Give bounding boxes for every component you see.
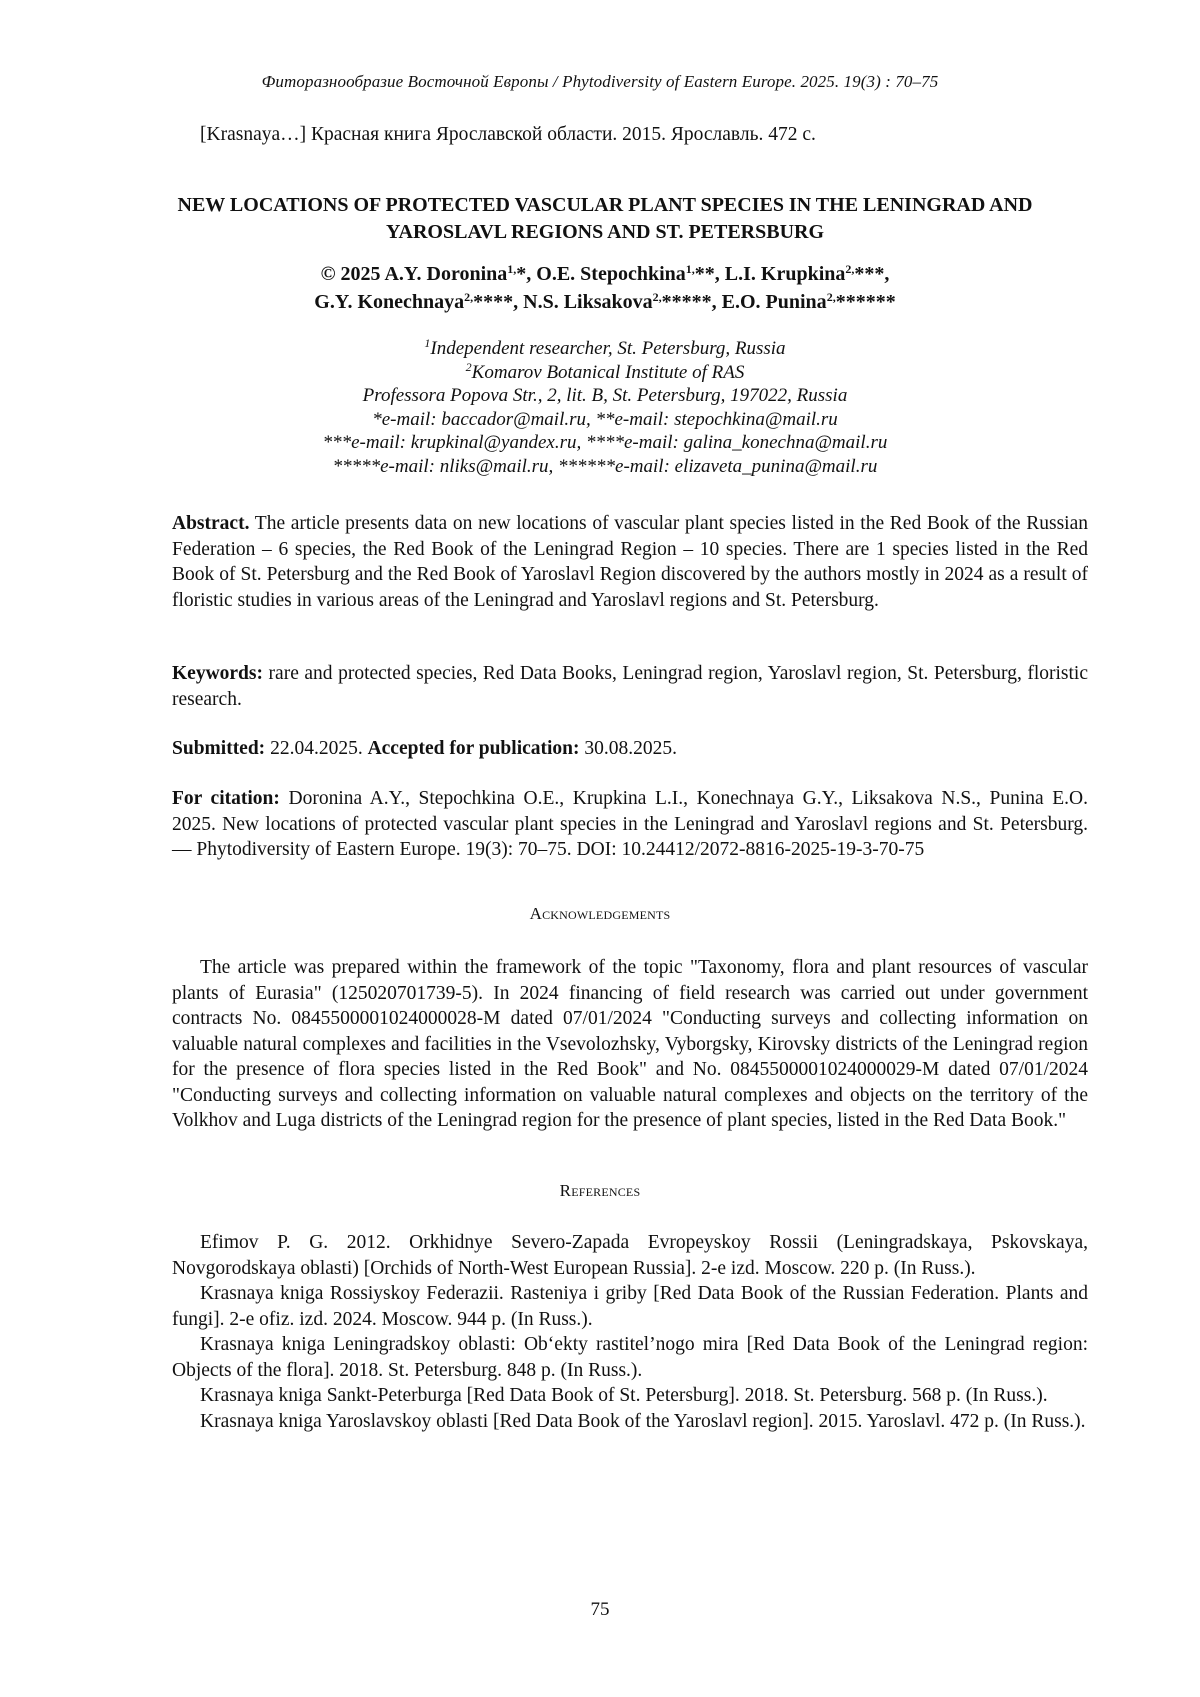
publication-dates (172, 736, 1088, 762)
author-list (160, 260, 1050, 316)
affiliation-2 (160, 361, 1050, 385)
citation-label: For citation: (172, 788, 280, 809)
accepted-date: 30.08.2025. (584, 738, 677, 759)
author-affil-sup: 2, (845, 262, 854, 276)
abstract (172, 511, 1088, 613)
keywords-label: Keywords: (172, 663, 263, 684)
page-number: 75 (0, 1599, 1200, 1621)
author-separator: , (884, 263, 889, 285)
author-mark: *** (854, 263, 884, 285)
acknowledgements-heading: Acknowledgements (0, 904, 1200, 924)
submitted-label: Submitted: (172, 738, 265, 759)
email-line: *e-mail: baccador@mail.ru, **e-mail: stepochkina@mail.ru (160, 408, 1050, 432)
affiliation-1 (160, 337, 1050, 361)
author-mark: **** (473, 291, 513, 313)
previous-reference-line: [Krasnaya…] Красная книга Ярославской области. 2015. Ярославль. 472 с. (200, 124, 816, 146)
email-line: ***e-mail: krupkinal@yandex.ru, ****e-mail: galina_konechna@mail.ru (160, 431, 1050, 455)
citation-text: Doronina A.Y., Stepochkina O.E., Krupkina L.I., Konechnaya G.Y., Liksakova N.S., Punina E.O. 2025. New locations of protected vascular plant species in the Leningrad and Yaroslavl regions and St. Petersburg. — Phytodiversity of Eastern Europe. 19(3): 70–75. DOI: 10.24412/2072-8816-2025-19-3-70-75 (172, 788, 1088, 860)
author-line-1 (160, 260, 1050, 288)
institute-address: Professora Popova Str., 2, lit. B, St. Petersburg, 197022, Russia (160, 384, 1050, 408)
affiliation-text: Komarov Botanical Institute of RAS (472, 362, 745, 383)
author-separator: , (513, 291, 523, 313)
author-separator: , (715, 263, 725, 285)
author: G.Y. Konechnaya (314, 291, 464, 313)
reference-item: Krasnaya kniga Leningradskoy oblasti: Ob‘ekty rastitel’nogo mira [Red Data Book of the Leningrad region: Objects of the flora]. 2018. St. Petersburg. 848 p. (In Russ.). (172, 1332, 1088, 1383)
affiliations (160, 337, 1050, 478)
abstract-label: Abstract. (172, 513, 249, 534)
article-title: NEW LOCATIONS OF PROTECTED VASCULAR PLANT SPECIES IN THE LENINGRAD AND YAROSLAVL REGIONS AND ST. PETERSBURG (160, 192, 1050, 246)
journal-page (0, 0, 1200, 1697)
email-line: *****e-mail: nliks@mail.ru, ******e-mail: elizaveta_punina@mail.ru (160, 455, 1050, 479)
accepted-label: Accepted for publication: (368, 738, 580, 759)
keywords (172, 661, 1088, 712)
abstract-text: The article presents data on new locations of vascular plant species listed in the Red Book of the Russian Federation – 6 species, the Red Book of the Leningrad Region – 10 species. There are 1 species listed in the Red Book of St. Petersburg and the Red Book of Yaroslavl Region discovered by the authors mostly in 2024 as a result of floristic studies in various areas of the Leningrad and Yaroslavl regions and St. Petersburg. (172, 513, 1088, 611)
author-affil-sup: 1, (507, 262, 516, 276)
author-affil-sup: 2, (464, 290, 473, 304)
reference-item: Efimov P. G. 2012. Orkhidnye Severo-Zapada Evropeyskoy Rossii (Leningradskaya, Pskovskaya, Novgorodskaya oblasti) [Orchids of North-West European Russia]. 2-e izd. Moscow. 220 p. (In Russ.). (172, 1230, 1088, 1281)
author: E.O. Punina (722, 291, 827, 313)
keywords-text: rare and protected species, Red Data Books, Leningrad region, Yaroslavl region, St. Petersburg, floristic research. (172, 663, 1088, 710)
author-mark: * (516, 263, 526, 285)
affiliation-number: 1 (424, 336, 430, 350)
copyright-notice: © 2025 (321, 263, 381, 285)
author-mark: ** (695, 263, 715, 285)
author-affil-sup: 2, (653, 290, 662, 304)
author-affil-sup: 2, (827, 290, 836, 304)
author: O.E. Stepochkina (536, 263, 685, 285)
author: A.Y. Doronina (384, 263, 507, 285)
author-affil-sup: 1, (686, 262, 695, 276)
acknowledgements-text: The article was prepared within the framework of the topic "Taxonomy, flora and plant resources of vascular plants of Eurasia" (125020701739-5). In 2024 financing of field research was carried out under government contracts No. 0845500001024000028-M dated 07/01/2024 "Conducting surveys and collecting information on valuable natural complexes and facilities in the Vsevolozhsky, Vyborgsky, Kirovsky districts of the Leningrad region for the presence of flora species listed in the Red Book" and No. 0845500001024000029-M dated 07/01/2024 "Conducting surveys and collecting information on valuable natural complexes and objects on the territory of the Volkhov and Luga districts of the Leningrad region for the presence of plant species, listed in the Red Data Book." (172, 955, 1088, 1134)
citation (172, 786, 1088, 863)
affiliation-text: Independent researcher, St. Petersburg, Russia (430, 338, 785, 359)
references-heading: References (0, 1181, 1200, 1201)
author-separator: , (526, 263, 536, 285)
author-line-2 (160, 288, 1050, 316)
author-mark: ***** (662, 291, 712, 313)
author: L.I. Krupkina (725, 263, 846, 285)
running-header: Фиторазнообразие Восточной Европы / Phytodiversity of Eastern Europe. 2025. 19(3) : 70–75 (0, 72, 1200, 92)
author: N.S. Liksakova (523, 291, 653, 313)
affiliation-number: 2 (466, 360, 472, 374)
author-separator: , (712, 291, 722, 313)
reference-item: Krasnaya kniga Sankt-Peterburga [Red Data Book of St. Petersburg]. 2018. St. Petersburg. 568 p. (In Russ.). (172, 1383, 1088, 1409)
reference-list (172, 1230, 1088, 1434)
submitted-date: 22.04.2025. (270, 738, 363, 759)
reference-item: Krasnaya kniga Yaroslavskoy oblasti [Red Data Book of the Yaroslavl region]. 2015. Yaroslavl. 472 p. (In Russ.). (172, 1409, 1088, 1435)
author-mark: ****** (836, 291, 896, 313)
reference-item: Krasnaya kniga Rossiyskoy Federazii. Rasteniya i griby [Red Data Book of the Russian Federation. Plants and fungi]. 2-e ofiz. izd. 2024. Moscow. 944 p. (In Russ.). (172, 1281, 1088, 1332)
